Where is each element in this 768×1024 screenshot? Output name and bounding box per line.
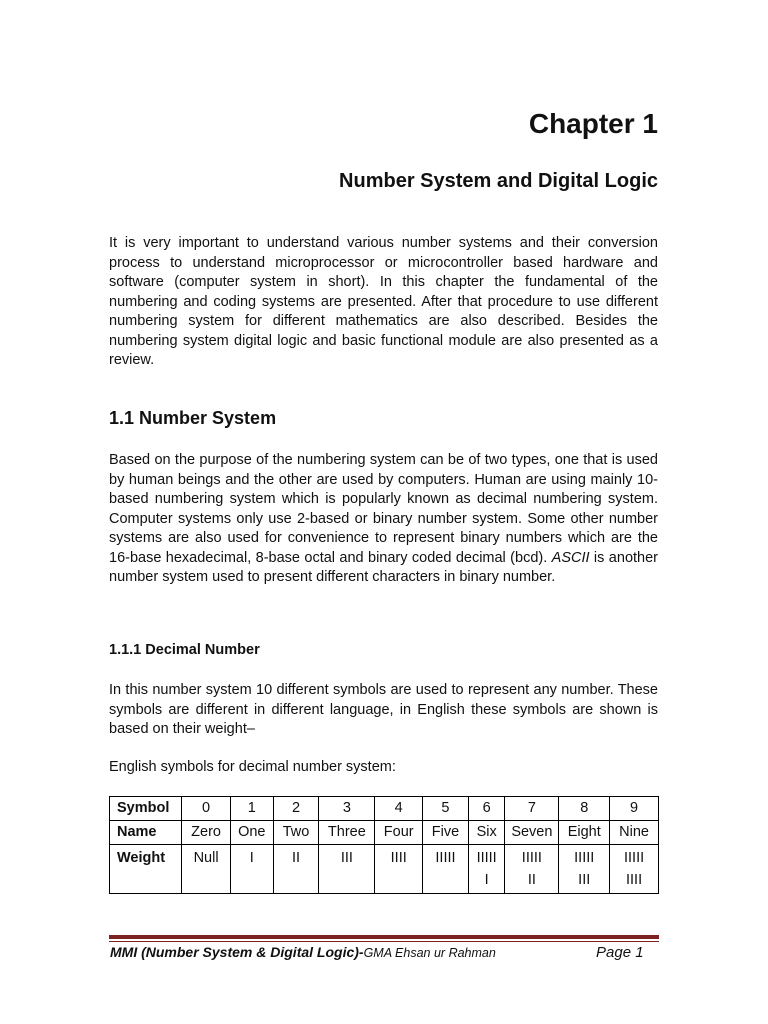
weight-cell [182, 845, 231, 894]
weight-line: IIIII [521, 850, 542, 866]
symbol-cell: 0 [182, 797, 231, 821]
symbol-cell: 3 [319, 797, 375, 821]
ascii-term: ASCII [551, 549, 590, 566]
number-system-paragraph [109, 451, 658, 588]
weight-line: IIIII [476, 850, 497, 866]
name-cell: Zero [182, 821, 231, 845]
row-header-symbol: Symbol [110, 797, 182, 821]
weight-cell [610, 845, 659, 894]
weight-cell [319, 845, 375, 894]
table-caption: English symbols for decimal number system: [109, 759, 396, 775]
symbol-cell: 1 [230, 797, 273, 821]
table-row [110, 821, 659, 845]
footer-rule [109, 935, 659, 939]
weight-line: IIII [626, 872, 643, 888]
decimal-symbols-table [109, 796, 659, 894]
symbol-cell: 2 [273, 797, 319, 821]
symbol-cell: 4 [375, 797, 423, 821]
footer-title [110, 944, 496, 960]
weight-cell [273, 845, 319, 894]
weight-line: I [484, 872, 489, 888]
weight-line: IIII [390, 850, 407, 866]
paragraph-text: Based on the purpose of the numbering system can be of two types, one that is used by human beings and the other are used by computers. Human are using mainly 10-based numbering system which is popularly known as decimal numbering system. Computer systems only use 2-based or binary number system. Some other number systems are also used for convenience to represent binary numbers which are the 16-base hexadecimal, 8-base octal and binary coded decimal (bcd). [109, 452, 658, 566]
table-row [110, 797, 659, 821]
weight-cell [423, 845, 469, 894]
weight-cell [375, 845, 423, 894]
weight-cell [230, 845, 273, 894]
row-header-weight: Weight [110, 845, 182, 894]
weight-line: IIIII [623, 850, 645, 866]
weight-line: Null [193, 850, 219, 866]
name-cell: One [230, 821, 273, 845]
paragraph-text: is another number system used to present different characters in binary number. [109, 549, 658, 585]
name-cell: Six [468, 821, 505, 845]
symbol-cell: 8 [559, 797, 610, 821]
name-cell: Eight [559, 821, 610, 845]
footer-author: GMA Ehsan ur Rahman [363, 946, 496, 960]
symbol-cell: 5 [423, 797, 469, 821]
weight-line: IIIII [435, 850, 456, 866]
table-row [110, 845, 659, 894]
name-cell: Two [273, 821, 319, 845]
weight-line: II [292, 850, 301, 866]
intro-paragraph: It is very important to understand various number systems and their conversion process to understand microprocessor or microcontroller based hardware and software (computer system in short). In this chapter the fundamental of the numbering and coding systems are presented. After that procedure to use different numbering system for different mathematics are also described. Besides the numbering system digital logic and basic functional module are also presented as a review. [109, 235, 658, 368]
weight-line: IIIII [574, 850, 595, 866]
weight-line: III [578, 872, 591, 888]
weight-line: I [249, 850, 254, 866]
weight-line: II [527, 872, 536, 888]
section-heading: 1.1 Number System [109, 408, 277, 428]
weight-cell [468, 845, 505, 894]
name-cell: Four [375, 821, 423, 845]
subsection-heading: 1.1.1 Decimal Number [109, 642, 260, 658]
name-cell: Seven [505, 821, 559, 845]
name-cell: Five [423, 821, 469, 845]
weight-line: III [340, 850, 353, 866]
row-header-name: Name [110, 821, 182, 845]
page-number: Page 1 [596, 944, 644, 961]
weight-cell [559, 845, 610, 894]
chapter-title: Chapter 1 [528, 108, 658, 139]
chapter-subtitle: Number System and Digital Logic [339, 170, 658, 192]
symbol-cell: 6 [468, 797, 505, 821]
name-cell: Three [319, 821, 375, 845]
footer-rule-thin [109, 941, 659, 942]
symbol-cell: 9 [610, 797, 659, 821]
footer-title-text: MMI (Number System & Digital Logic)- [110, 944, 364, 960]
weight-cell [505, 845, 559, 894]
name-cell: Nine [610, 821, 659, 845]
decimal-paragraph: In this number system 10 different symbols are used to represent any number. These symbols are different in different language, in English these symbols are shown is based on their weight– [109, 682, 658, 737]
symbol-cell: 7 [505, 797, 559, 821]
